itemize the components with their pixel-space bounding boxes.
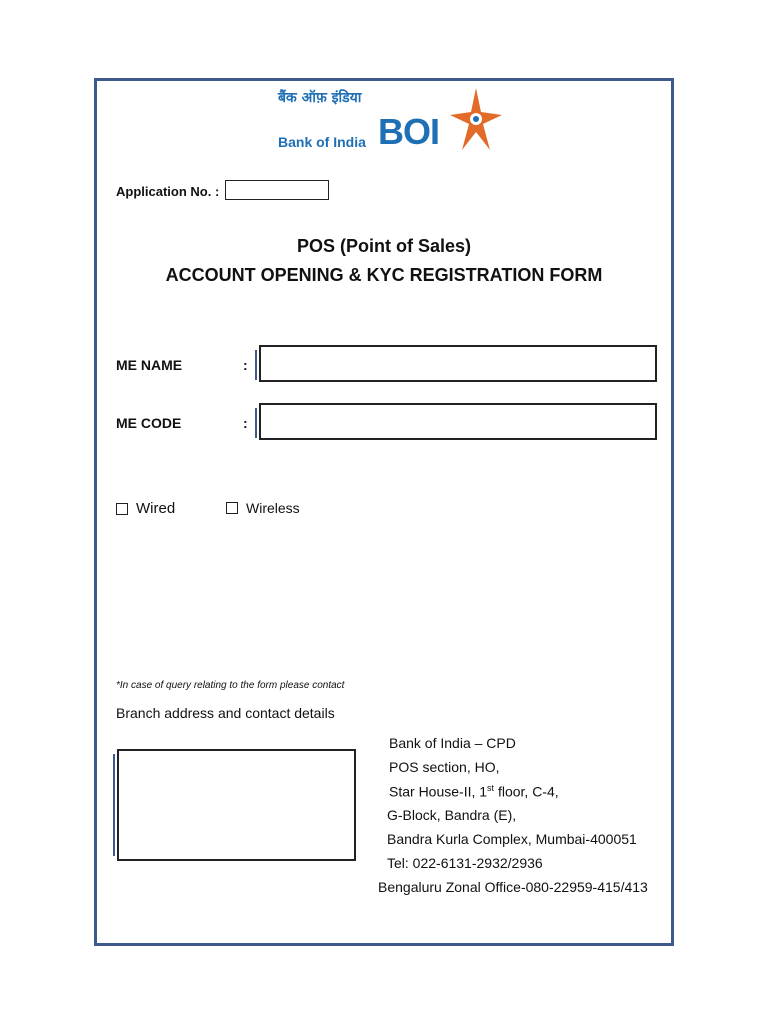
me-name-label: ME NAME <box>116 357 183 373</box>
me-code-marker <box>255 408 257 438</box>
application-number-field[interactable] <box>225 180 329 200</box>
query-note: *In case of query relating to the form please contact <box>116 680 345 691</box>
branch-address-field[interactable] <box>117 749 356 861</box>
form-title: POS (Point of Sales) <box>296 236 472 256</box>
wired-checkbox[interactable] <box>116 503 128 515</box>
logo-english-text: Bank of India <box>278 134 366 150</box>
wireless-option[interactable] <box>226 500 300 516</box>
me-code-colon: : <box>243 415 248 431</box>
branch-heading: Branch address and contact details <box>116 705 335 721</box>
logo-mark-text: BOI <box>378 111 440 152</box>
address-line-3-tail: floor, C-4, <box>494 783 559 800</box>
branch-box-marker <box>113 754 115 856</box>
wired-label: Wired <box>136 500 176 517</box>
address-line-7: Bengaluru Zonal Office-080-22959-415/413 <box>378 879 648 895</box>
me-code-label: ME CODE <box>116 415 182 431</box>
wireless-label: Wireless <box>246 500 300 516</box>
star-icon <box>450 88 502 150</box>
address-line-2: POS section, HO, <box>389 759 500 775</box>
address-line-3-sup: st <box>487 783 495 793</box>
logo-hindi-text: बैंक ऑफ़ इंडिया <box>278 90 362 106</box>
bank-logo <box>278 88 508 150</box>
me-name-field[interactable] <box>259 345 657 382</box>
me-name-colon: : <box>243 357 248 373</box>
address-line-3-main: Star House-II, 1 <box>389 783 488 800</box>
address-line-5: Bandra Kurla Complex, Mumbai-400051 <box>387 831 637 847</box>
address-line-1: Bank of India – CPD <box>389 735 516 751</box>
wireless-checkbox[interactable] <box>226 502 238 514</box>
address-line-3 <box>389 783 559 800</box>
wired-option[interactable] <box>116 500 175 517</box>
me-code-field[interactable] <box>259 403 657 440</box>
address-line-4: G-Block, Bandra (E), <box>387 807 517 823</box>
form-subtitle: ACCOUNT OPENING & KYC REGISTRATION FORM <box>165 265 603 285</box>
application-number-label: Application No. : <box>116 184 220 199</box>
address-line-6: Tel: 022-6131-2932/2936 <box>387 855 543 871</box>
me-name-marker <box>255 350 257 380</box>
